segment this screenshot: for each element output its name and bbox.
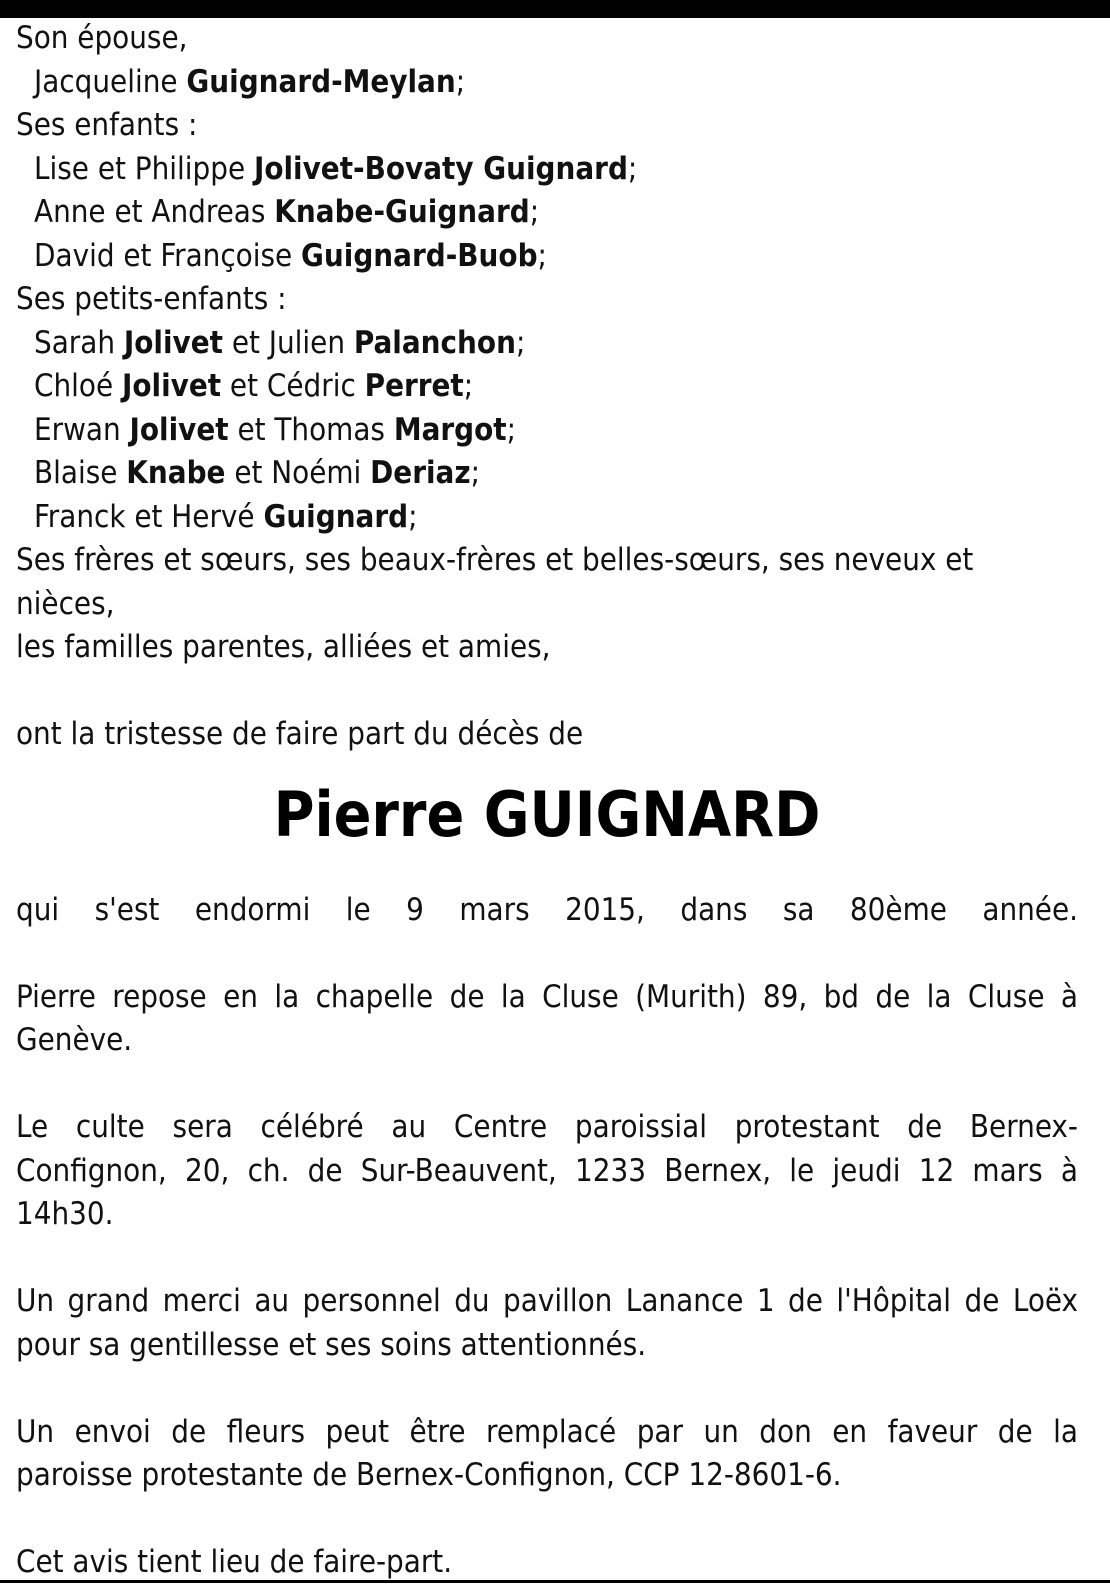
spacer [16, 1063, 1078, 1107]
passing-line: qui s'est endormi le 9 mars 2015, dans sa 80ème année. [16, 891, 1078, 928]
grandchild-surname: Jolivet [123, 324, 223, 361]
grandchild-surname: Jolivet [129, 411, 229, 448]
grandchild-line: Franck et Hervé Guignard; [34, 498, 418, 535]
service-line: Le culte sera célébré au Centre paroissial protestant de Bernex- [16, 1109, 1078, 1145]
spacer [16, 932, 1078, 976]
flowers-line: Un envoi de fleurs peut être remplacé par un don en faveur de la [16, 1413, 1078, 1450]
grandchild-surname: Jolivet [122, 368, 222, 404]
siblings-line: Ses frères et sœurs, ses beaux-frères et belles-sœurs, ses neveux et [16, 542, 974, 578]
child-surname: Guignard-Buob [301, 237, 538, 274]
siblings-line-continued: nièces, [16, 585, 115, 622]
grandchildren-heading: Ses petits-enfants : [16, 281, 287, 317]
bottom-border-rule [0, 1580, 1110, 1583]
spouse-line: Jacqueline Guignard-Meylan; [34, 63, 466, 100]
spacer [16, 1237, 1078, 1281]
children-heading: Ses enfants : [16, 107, 198, 143]
deceased-name: Pierre GUIGNARD [273, 777, 821, 851]
child-surname: Knabe-Guignard [274, 194, 530, 230]
service-line-continued: 14h30. [16, 1196, 114, 1232]
service-line: Confignon, 20, ch. de Sur-Beauvent, 1233 Bernex, le jeudi 12 mars à [16, 1152, 1078, 1189]
thanks-line: Un grand merci au personnel du pavillon Lanance 1 de l'Hôpital de Loëx [16, 1283, 1078, 1319]
partner-surname: Palanchon [353, 324, 516, 361]
child-line: Lise et Philippe Jolivet-Bovaty Guignard; [34, 150, 638, 187]
repose-line: Pierre repose en la chapelle de la Cluse (Murith) 89, bd de la Cluse à [16, 978, 1078, 1015]
thanks-line-continued: pour sa gentillesse et ses soins attentionnés. [16, 1326, 647, 1363]
spouse-surname: Guignard-Meylan [186, 63, 456, 100]
grandchild-line: Sarah Jolivet et Julien Palanchon; [34, 324, 526, 361]
grandchild-surname: Guignard [263, 498, 409, 535]
announcement-line: ont la tristesse de faire part du décès de [16, 716, 584, 752]
child-line: David et Françoise Guignard-Buob; [34, 237, 547, 274]
grandchild-line: Chloé Jolivet et Cédric Perret; [34, 368, 474, 404]
grandchild-surname: Knabe [126, 455, 226, 491]
grandchild-line: Blaise Knabe et Noémi Deriaz; [34, 455, 480, 491]
grandchild-line: Erwan Jolivet et Thomas Margot; [34, 411, 517, 448]
obituary-notice [16, 17, 1078, 1585]
repose-line-continued: Genève. [16, 1022, 133, 1058]
closing-line: Cet avis tient lieu de faire-part. [16, 1544, 453, 1580]
partner-surname: Deriaz [370, 455, 471, 491]
spacer [16, 670, 1078, 714]
child-line: Anne et Andreas Knabe-Guignard; [34, 194, 540, 230]
families-line: les familles parentes, alliées et amies, [16, 629, 551, 665]
flowers-line-continued: paroisse protestante de Bernex-Confignon, CCP 12-8601-6. [16, 1457, 842, 1493]
spouse-heading: Son épouse, [16, 20, 188, 56]
partner-surname: Margot [393, 411, 507, 448]
partner-surname: Perret [364, 368, 464, 404]
top-border-rule [0, 0, 1110, 18]
spacer [16, 1367, 1078, 1411]
child-surname: Jolivet-Bovaty Guignard [253, 150, 628, 187]
spacer [16, 1498, 1078, 1542]
